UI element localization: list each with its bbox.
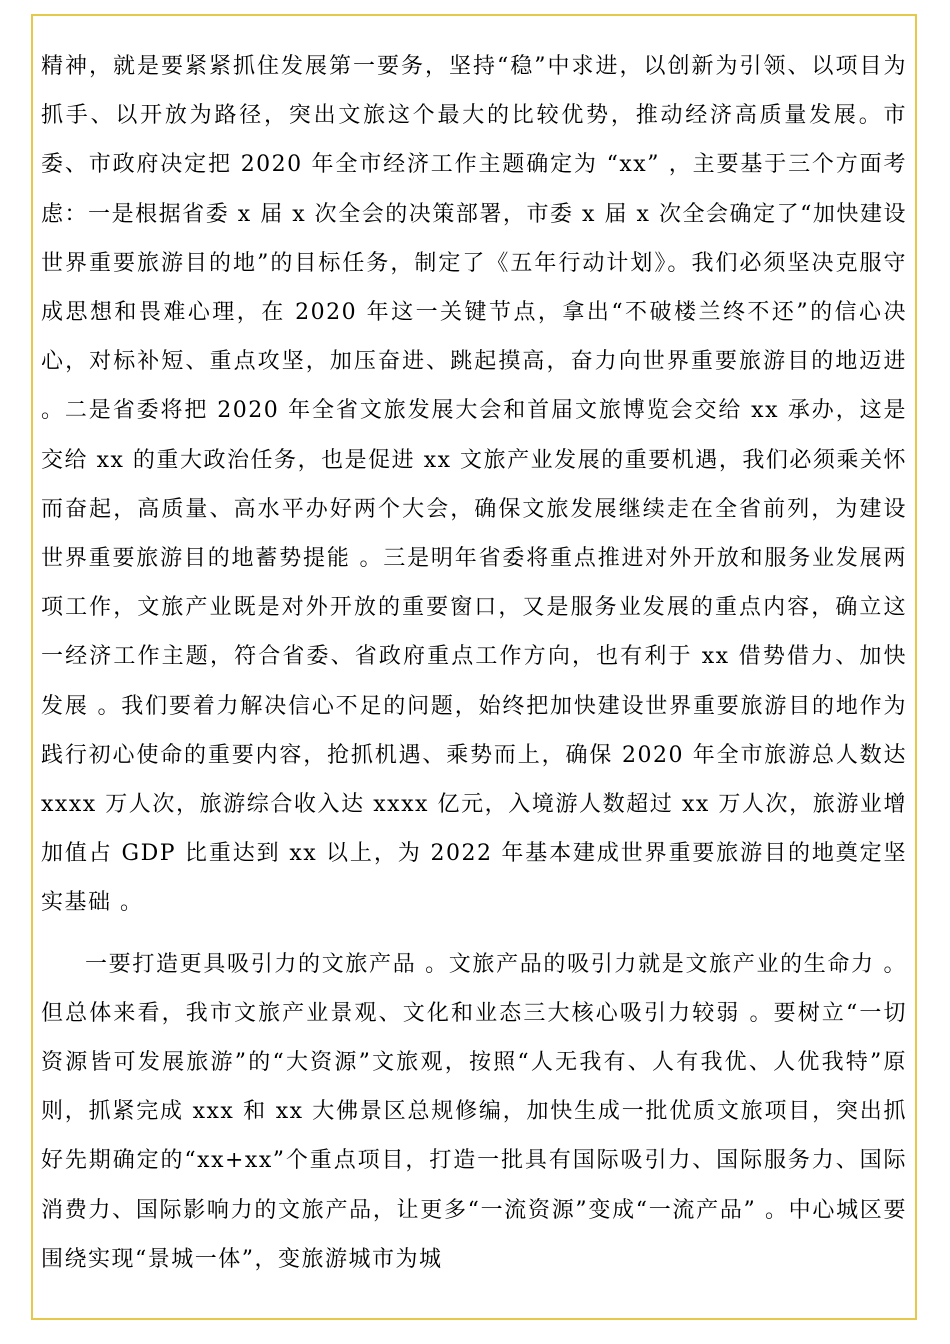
document-body <box>41 42 907 1284</box>
paragraph-1: 精神，就是要紧紧抓住发展第一要务，坚持“稳”中求进，以创新为引领、以项目为抓手、以开放为路径，突出文旅这个最大的比较优势，推动经济高质量发展。市委、市政府决定把 2020 年全市经济工作主题确定为 “xx” ，主要基于三个方面考虑：一是根据省委 x 届 x 次全会的决策部署，市委 x 届 x 次全会确定了“加快建设世界重要旅游目的地”的目标任务，制定了《五年行动计划》。我们必须坚决克服守成思想和畏难心理，在 2020 年这一关键节点，拿出“不破楼兰终不还”的信心决心，对标补短、重点攻坚，加压奋进、跳起摸高，奋力向世界重要旅游目的地迈进 。二是省委将把 2020 年全省文旅发展大会和首届文旅博览会交给 xx 承办，这是交给 xx 的重大政治任务，也是促进 xx 文旅产业发展的重要机遇，我们必须乘关怀而奋起，高质量、高水平办好两个大会，确保文旅发展继续走在全省前列，为建设世界重要旅游目的地蓄势提能 。三是明年省委将重点推进对外开放和服务业发展两项工作，文旅产业既是对外开放的重要窗口，又是服务业发展的重点内容，确立这一经济工作主题，符合省委、省政府重点工作方向，也有利于 xx 借势借力、加快发展 。我们要着力解决信心不足的问题，始终把加快建设世界重要旅游目的地作为践行初心使命的重要内容，抢抓机遇、乘势而上，确保 2020 年全市旅游总人数达 xxxx 万人次，旅游综合收入达 xxxx 亿元，入境游人数超过 xx 万人次，旅游业增加值占 GDP 比重达到 xx 以上，为 2022 年基本建成世界重要旅游目的地奠定坚实基础 。 <box>41 54 907 916</box>
paragraph-2: 一要打造更具吸引力的文旅产品 。文旅产品的吸引力就是文旅产业的生命力 。但总体来看，我市文旅产业景观、文化和业态三大核心吸引力较弱 。要树立“一切资源皆可发展旅游”的“大资源”文旅观，按照“人无我有、人有我优、人优我特”原则，抓紧完成 xxx 和 xx 大佛景区总规修编，加快生成一批优质文旅项目，突出抓好先期确定的“xx+xx”个重点项目，打造一批具有国际吸引力、国际服务力、国际消费力、国际影响力的文旅产品，让更多“一流资源”变成“一流产品” 。中心城区要围绕实现“景城一体”，变旅游城市为城 <box>41 951 907 1272</box>
